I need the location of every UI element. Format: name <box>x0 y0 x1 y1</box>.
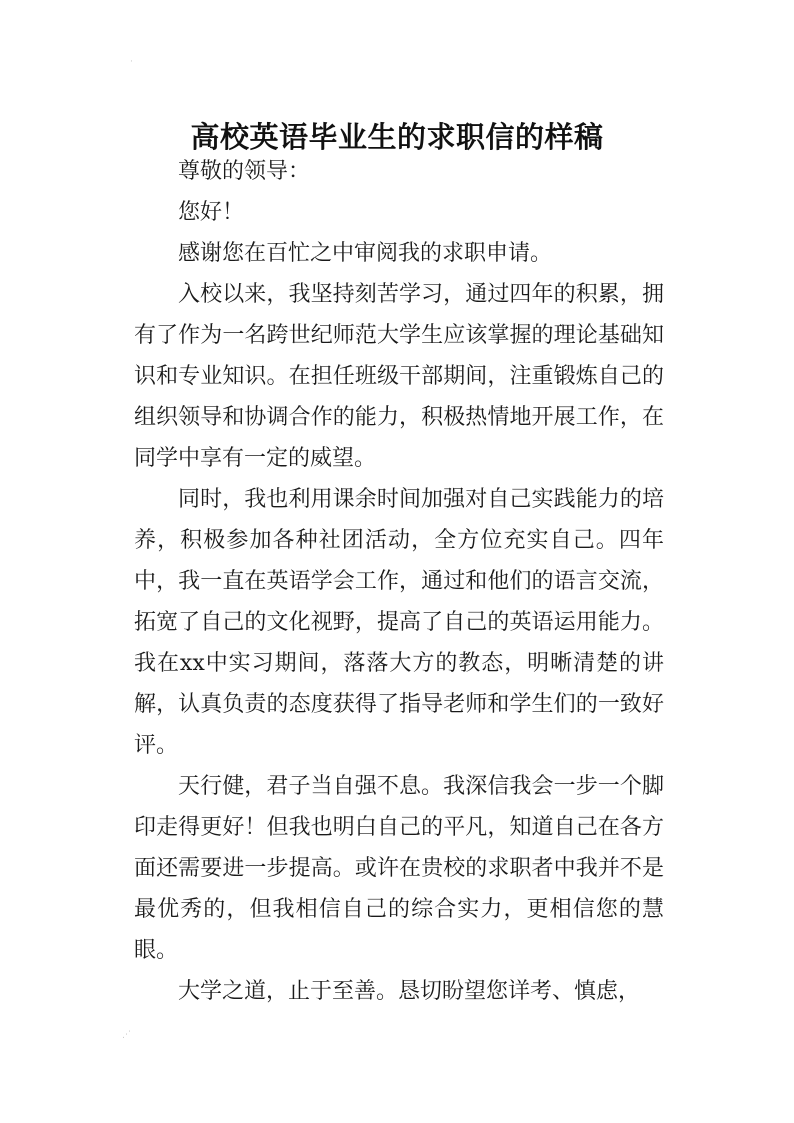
paragraph-closing: 大学之道，止于至善。恳切盼望您详考、慎虑， <box>178 979 641 1004</box>
paragraph-thanks: 感谢您在百忙之中审阅我的求职申请。 <box>178 241 553 266</box>
greeting: 您好！ <box>178 200 245 225</box>
salutation: 尊敬的领导： <box>178 159 311 184</box>
scan-mark-bottom: ⋰ <box>122 1030 131 1040</box>
paragraph-self-improvement: 天行健，君子当自强不息。我深信我会一步一个脚印走得更好！但我也明白自己的平凡，知道自己在各方面还需要进一步提高。或许在贵校的求职者中我并不是最优秀的，但我相信自己的综合实力，更相信您的慧眼。 <box>134 774 664 963</box>
letter-body <box>134 151 664 1012</box>
scan-mark-top: · <box>130 57 133 67</box>
document-title: 高校英语毕业生的求职信的样稿 <box>190 120 604 155</box>
paragraph-study: 入校以来，我坚持刻苦学习，通过四年的积累，拥有了作为一名跨世纪师范大学生应该掌握的理论基础知识和专业知识。在担任班级干部期间，注重锻炼自己的组织领导和协调合作的能力，积极热情地开展工作，在同学中享有一定的威望。 <box>134 282 664 471</box>
paragraph-practice: 同时，我也利用课余时间加强对自己实践能力的培养，积极参加各种社团活动，全方位充实自己。四年中，我一直在英语学会工作，通过和他们的语言交流，拓宽了自己的文化视野，提高了自己的英语运用能力。我在xx中实习期间，落落大方的教态，明晰清楚的讲解，认真负责的态度获得了指导老师和学生们的一致好评。 <box>134 487 664 758</box>
